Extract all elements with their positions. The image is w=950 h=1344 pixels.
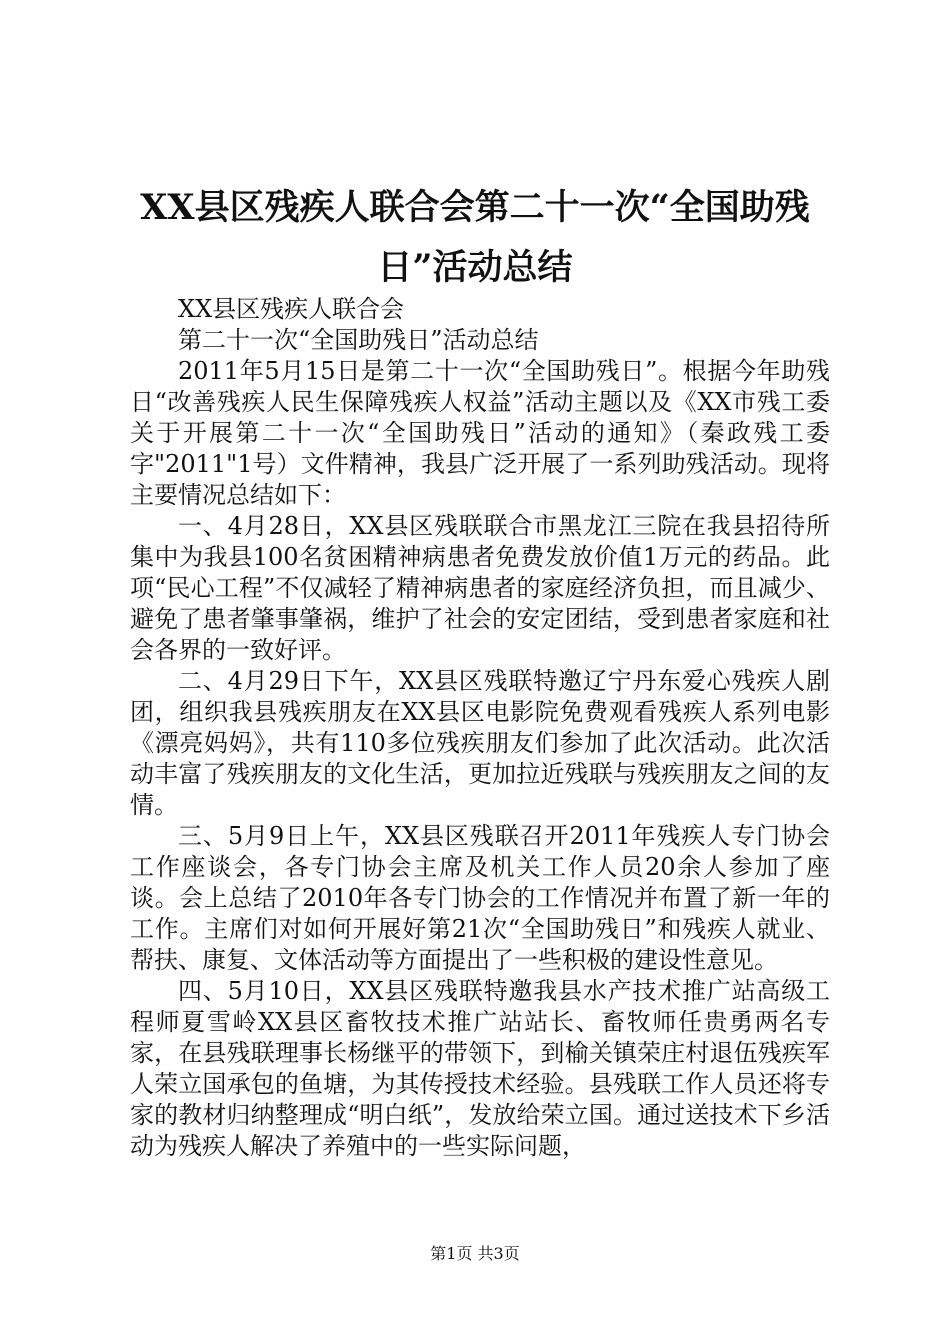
subheading-title: 第二十一次“全国助残日”活动总结 xyxy=(178,326,539,354)
paragraph-item-2: 二、4月29日下午，XX县区残联特邀辽宁丹东爱心残疾人剧团，组织我县残疾朋友在XX县区电影院免费观看残疾人系列电影《漂亮妈妈》，共有110多位残疾朋友们参加了此次活动。此次活动丰富了残疾朋友的文化生活，更加拉近残联与残疾朋友之间的友情。 xyxy=(130,667,830,819)
paragraph-item-4: 四、5月10日，XX县区残联特邀我县水产技术推广站高级工程师夏雪岭XX县区畜牧技术推广站站长、畜牧师任贵勇两名专家，在县残联理事长杨继平的带领下，到榆关镇荣庄村退伍残疾军人荣立国承包的鱼塘，为其传授技术经验。县残联工作人员还将专家的教材归纳整理成“明白纸”，发放给荣立国。通过送技术下乡活动为残疾人解决了养殖中的一些实际问题， xyxy=(130,977,830,1160)
page-footer xyxy=(0,1244,950,1264)
paragraph-item-3: 三、5月9日上午，XX县区残联召开2011年残疾人专门协会工作座谈会，各专门协会主席及机关工作人员20余人参加了座谈。会上总结了2010年各专门协会的工作情况并布置了新一年的工作。主席们对如何开展好第21次“全国助残日”和残疾人就业、帮扶、康复、文体活动等方面提出了一些积极的建设性意见。 xyxy=(130,822,830,974)
document-title xyxy=(95,178,855,298)
title-line-1: XX县区残疾人联合会第二十一次“全国助残 xyxy=(140,187,810,228)
paragraph-intro: 2011年5月15日是第二十一次“全国助残日”。根据今年助残日“改善残疾人民生保障残疾人权益”活动主题以及《XX市残工委关于开展第二十一次“全国助残日”活动的通知》（秦政残工委字"2011"1号）文件精神，我县广泛开展了一系列助残活动。现将主要情况总结如下： xyxy=(130,357,830,509)
subheading-organization: XX县区残疾人联合会 xyxy=(178,295,405,323)
page-number: 第1页 共3页 xyxy=(430,1244,520,1263)
document-body xyxy=(130,294,830,1162)
title-line-2: 日”活动总结 xyxy=(377,247,573,288)
paragraph-item-1: 一、4月28日，XX县区残联联合市黑龙江三院在我县招待所集中为我县100名贫困精神病患者免费发放价值1万元的药品。此项“民心工程”不仅减轻了精神病患者的家庭经济负担，而且减少、避免了患者肇事肇祸，维护了社会的安定团结，受到患者家庭和社会各界的一致好评。 xyxy=(130,512,830,664)
